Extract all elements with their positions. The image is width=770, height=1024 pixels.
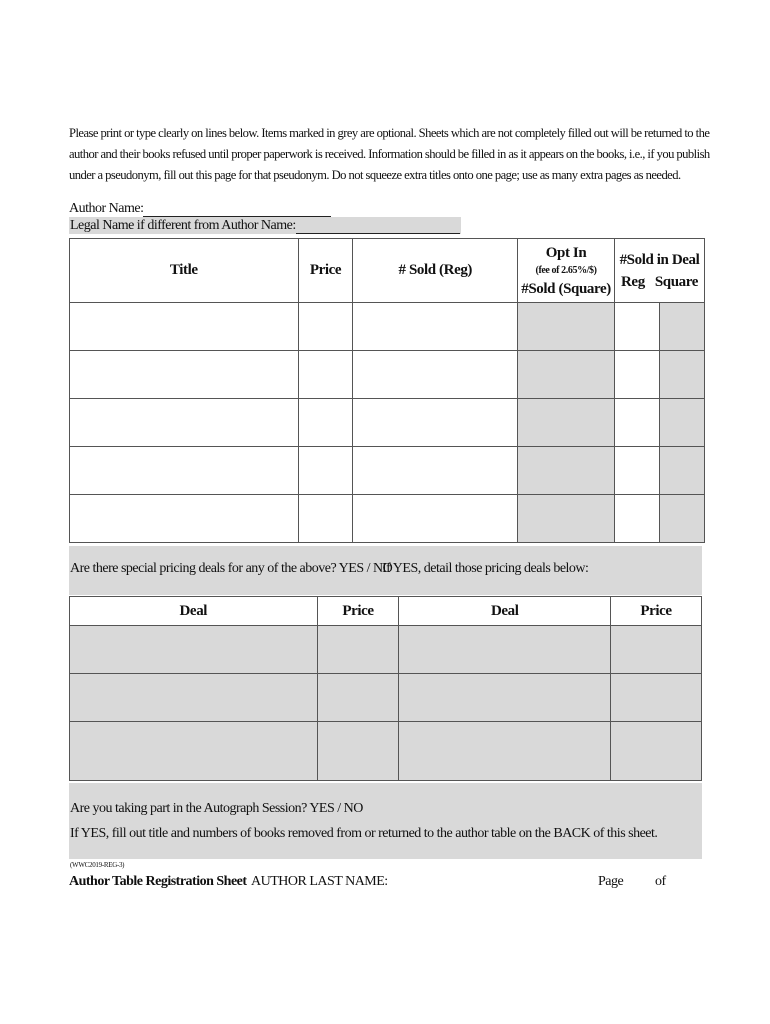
deal-reg-cell[interactable] <box>615 303 660 351</box>
footer <box>69 874 699 896</box>
sold-reg-cell[interactable] <box>353 303 518 351</box>
last-name-label: AUTHOR LAST NAME: <box>251 874 388 889</box>
reg-label: Reg <box>621 273 645 290</box>
pricing-deals-question <box>69 546 702 595</box>
books-table <box>69 238 705 543</box>
deal-cell[interactable] <box>70 626 318 674</box>
deal-reg-cell[interactable] <box>615 447 660 495</box>
title-cell[interactable] <box>70 399 299 447</box>
table-row <box>70 447 705 495</box>
deal-price-cell[interactable] <box>611 722 702 781</box>
deal-price-cell[interactable] <box>611 626 702 674</box>
deal-price-cell[interactable] <box>611 674 702 722</box>
form-code: (WWC2019-REG-3) <box>70 861 125 869</box>
sold-square-cell[interactable] <box>518 495 615 543</box>
sold-square-cell[interactable] <box>518 351 615 399</box>
col-price: Price <box>298 239 353 303</box>
table-row <box>70 399 705 447</box>
deal-price-cell[interactable] <box>317 626 399 674</box>
price-cell[interactable] <box>298 399 353 447</box>
title-cell[interactable] <box>70 303 299 351</box>
table-row <box>70 495 705 543</box>
pricing-deals-followup: If YES, detail those pricing deals below: <box>382 561 589 576</box>
sold-reg-cell[interactable] <box>353 447 518 495</box>
col-opt-in <box>518 239 615 303</box>
instructions-paragraph <box>69 123 710 186</box>
table-row <box>70 351 705 399</box>
price-cell[interactable] <box>298 351 353 399</box>
table-row <box>70 722 702 781</box>
sold-square-label: #Sold (Square) <box>521 280 611 297</box>
price-cell[interactable] <box>298 447 353 495</box>
books-table-header <box>70 239 705 303</box>
square-label: Square <box>654 273 698 290</box>
deals-table <box>69 596 702 781</box>
instructions-line: author and their books refused until proper paperwork is received. Information should be filled in as it appears on the books, i.e., if you publish <box>69 147 710 161</box>
of-label: of <box>655 874 666 889</box>
title-cell[interactable] <box>70 447 299 495</box>
deal-price-cell[interactable] <box>317 722 399 781</box>
sold-square-cell[interactable] <box>518 399 615 447</box>
col-sold-in-deal <box>615 239 705 303</box>
deal-cell[interactable] <box>70 674 318 722</box>
deal-reg-cell[interactable] <box>615 351 660 399</box>
instructions-line: under a pseudonym, fill out this page for that pseudonym. Do not squeeze extra titles onto one page; use as many extra pages as needed. <box>69 168 681 182</box>
col-deal: Deal <box>399 597 611 626</box>
title-cell[interactable] <box>70 351 299 399</box>
autograph-instruction: If YES, fill out title and numbers of books removed from or returned to the author table on the BACK of this sheet. <box>70 826 658 841</box>
sold-reg-cell[interactable] <box>353 351 518 399</box>
price-cell[interactable] <box>298 303 353 351</box>
page-label: Page <box>598 874 624 889</box>
table-row <box>70 626 702 674</box>
sheet-title: Author Table Registration Sheet <box>69 874 247 889</box>
deal-reg-cell[interactable] <box>615 495 660 543</box>
legal-name-field[interactable] <box>296 217 460 234</box>
sold-reg-cell[interactable] <box>353 399 518 447</box>
author-name-field[interactable] <box>143 200 331 217</box>
price-cell[interactable] <box>298 495 353 543</box>
legal-name-label: Legal Name if different from Author Name: <box>70 218 296 233</box>
autograph-question: Are you taking part in the Autograph Session? YES / NO <box>70 801 363 816</box>
legal-name-group <box>69 217 461 234</box>
col-sold-reg: # Sold (Reg) <box>353 239 518 303</box>
pricing-deals-question-text: Are there special pricing deals for any of the above? YES / NO <box>70 561 393 576</box>
deal-cell[interactable] <box>399 674 611 722</box>
deal-cell[interactable] <box>70 722 318 781</box>
sold-reg-cell[interactable] <box>353 495 518 543</box>
sold-in-deal-label: #Sold in Deal <box>619 251 700 268</box>
deal-square-cell[interactable] <box>659 447 704 495</box>
deal-square-cell[interactable] <box>659 495 704 543</box>
deals-table-header <box>70 597 702 626</box>
col-deal: Deal <box>70 597 318 626</box>
table-row <box>70 674 702 722</box>
table-row <box>70 303 705 351</box>
opt-in-label: Opt In <box>545 244 587 261</box>
deal-square-cell[interactable] <box>659 303 704 351</box>
col-deal-price: Price <box>317 597 399 626</box>
col-title: Title <box>70 239 299 303</box>
deal-square-cell[interactable] <box>659 351 704 399</box>
author-name-label: Author Name: <box>69 201 144 216</box>
deal-square-cell[interactable] <box>659 399 704 447</box>
instructions-line: Please print or type clearly on lines below. Items marked in grey are optional. Sheets which are not completely filled out will be returned to the <box>69 126 710 140</box>
deal-cell[interactable] <box>399 626 611 674</box>
fee-label: (fee of 2.65%/$) <box>535 264 597 276</box>
deal-reg-cell[interactable] <box>615 399 660 447</box>
col-deal-price: Price <box>611 597 702 626</box>
author-name-row <box>69 200 699 233</box>
title-cell[interactable] <box>70 495 299 543</box>
sold-square-cell[interactable] <box>518 447 615 495</box>
deal-price-cell[interactable] <box>317 674 399 722</box>
deal-cell[interactable] <box>399 722 611 781</box>
sold-square-cell[interactable] <box>518 303 615 351</box>
autograph-session-section <box>69 783 702 859</box>
